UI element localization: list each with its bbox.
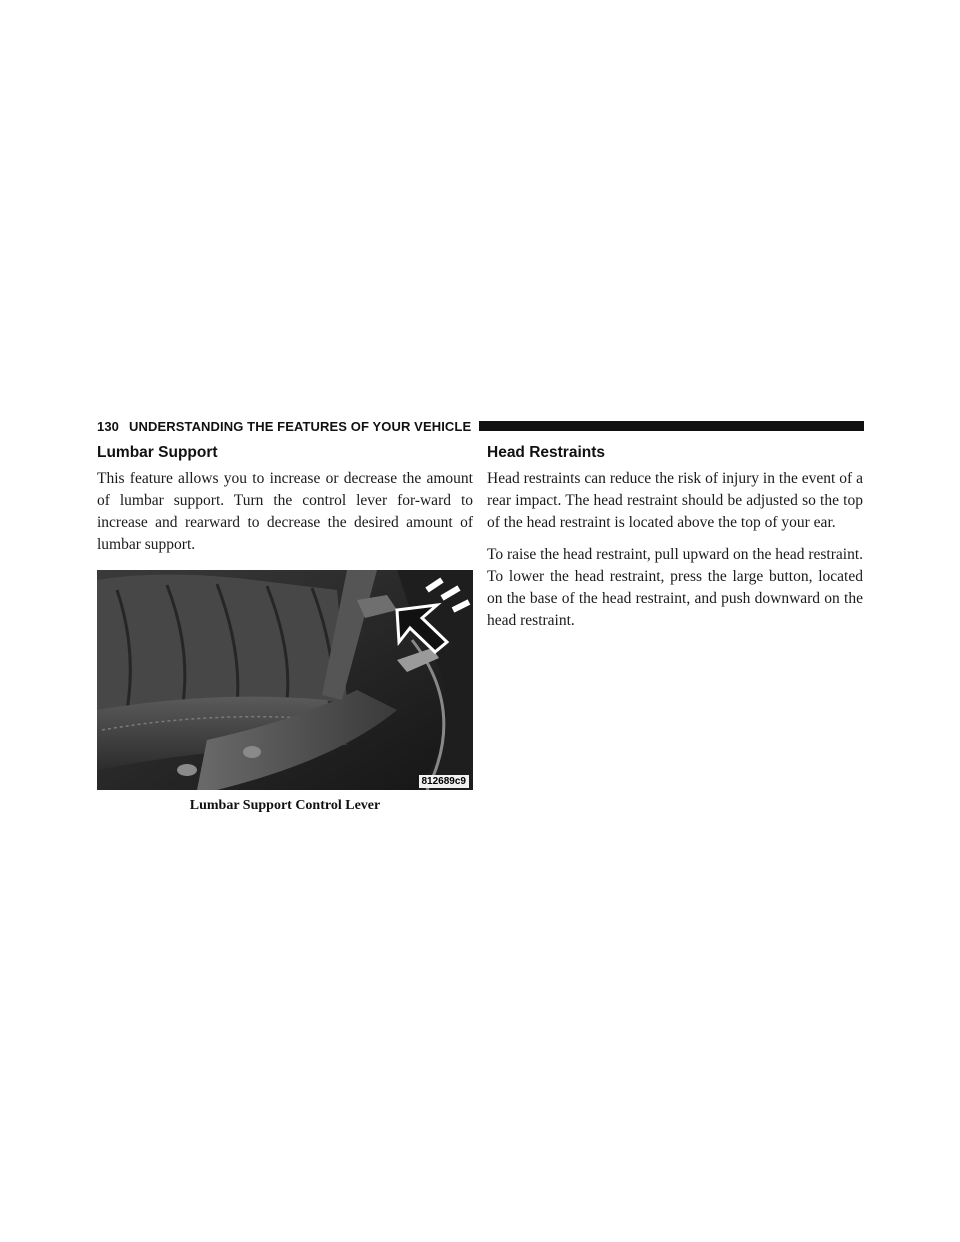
section-title: UNDERSTANDING THE FEATURES OF YOUR VEHICLE [129, 418, 472, 434]
right-column [487, 444, 863, 642]
head-restraints-heading: Head Restraints [487, 444, 606, 461]
head-restraints-paragraph-2: To raise the head restraint, pull upward on the head restraint. To lower the head restraint, press the large button, located on the base of the head restraint, and push downward on the head restraint. [487, 546, 863, 629]
lumbar-support-figure [97, 570, 473, 790]
head-restraints-paragraph-1: Head restraints can reduce the risk of injury in the event of a rear impact. The head restraint should be adjusted so the top of the head restraint is located above the top of your ear. [487, 470, 863, 531]
page-header [97, 417, 864, 435]
page-number: 130 [97, 418, 119, 434]
header-rule [479, 421, 864, 431]
seat-illustration [97, 570, 473, 790]
figure-code: 812689c9 [419, 775, 470, 788]
lumbar-support-heading: Lumbar Support [97, 444, 218, 461]
left-column [97, 444, 473, 814]
figure-caption: Lumbar Support Control Lever [189, 798, 381, 813]
lumbar-support-paragraph: This feature allows you to increase or decrease the amount of lumbar support. Turn the control lever for-ward to increase and rearward to decrease the desired amount of lumbar support. [97, 470, 473, 553]
